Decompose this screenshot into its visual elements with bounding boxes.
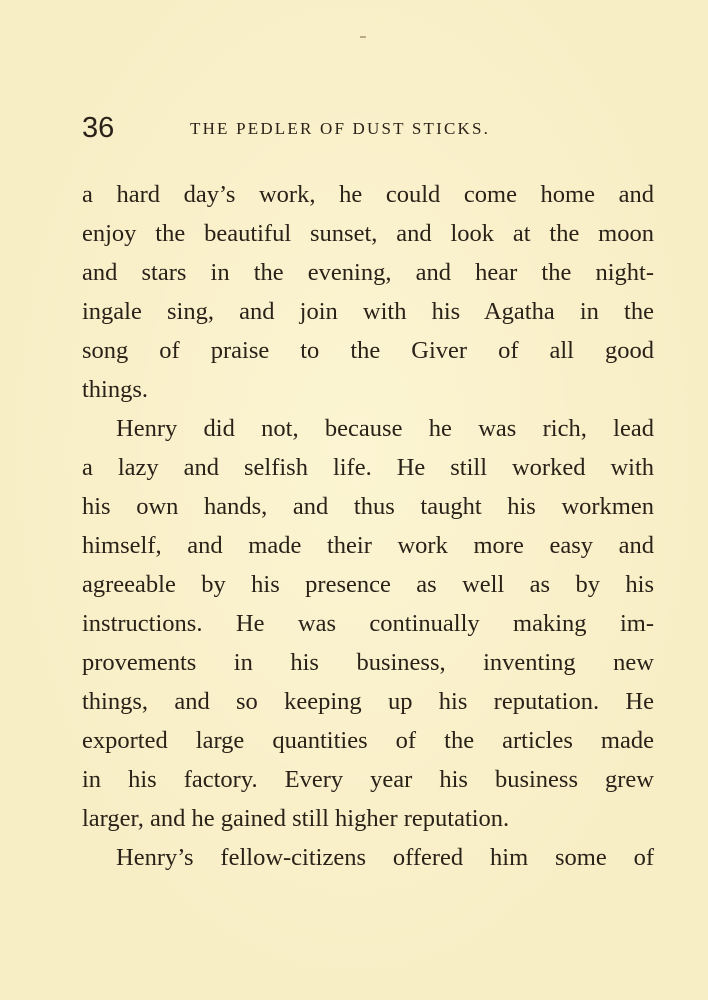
text-line: Henry’s fellow-citizens offered him some of (116, 844, 654, 871)
text-line: song of praise to the Giver of all good (82, 337, 654, 364)
page-header (82, 110, 662, 146)
page-edge-mark (360, 36, 366, 38)
text-line: enjoy the beautiful sunset, and look at the moon (82, 220, 654, 247)
text-line: things. (82, 376, 149, 403)
text-line: instructions. He was continually making im- (82, 610, 654, 637)
text-line: in his factory. Every year his business grew (82, 766, 654, 793)
body-text (82, 175, 654, 877)
text-line: his own hands, and thus taught his workmen (82, 493, 654, 520)
page-number: 36 (82, 112, 115, 144)
text-line: ingale sing, and join with his Agatha in the (82, 298, 654, 325)
text-line: Henry did not, because he was rich, lead (116, 415, 654, 442)
text-line: a lazy and selfish life. He still worked with (82, 454, 654, 481)
text-line: and stars in the evening, and hear the night- (82, 259, 654, 286)
text-line: a hard day’s work, he could come home and (82, 181, 654, 208)
text-line: things, and so keeping up his reputation. He (82, 688, 654, 715)
text-line: agreeable by his presence as well as by his (82, 571, 654, 598)
text-line: larger, and he gained still higher reputation. (82, 805, 510, 832)
text-line: provements in his business, inventing new (82, 649, 654, 676)
text-line: exported large quantities of the articles made (82, 727, 654, 754)
text-line: himself, and made their work more easy and (82, 532, 654, 559)
running-title: THE PEDLER OF DUST STICKS. (190, 119, 491, 138)
